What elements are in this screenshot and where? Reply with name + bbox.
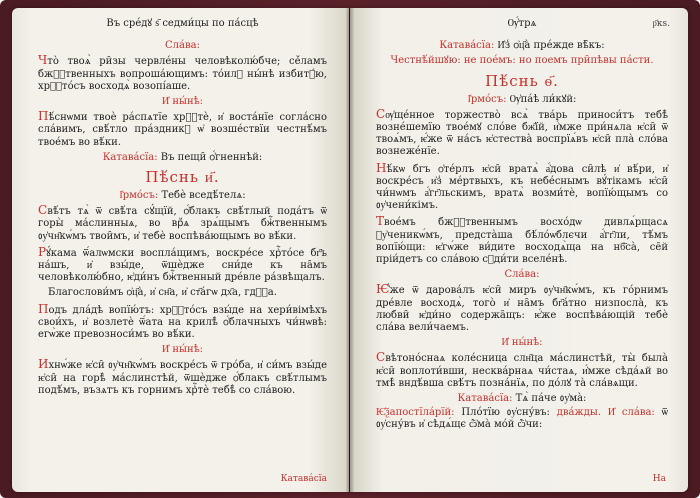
verse (38, 246, 327, 285)
verse (376, 162, 668, 213)
exapostilarion-note: два́жды. И҆ сла́ва: (556, 407, 655, 419)
i-nyne-label: И҆ ны́нѣ: (161, 96, 204, 108)
katavasia-text: Въ пещи̑ ѻ҆́гненнѣй: (160, 151, 263, 163)
verse-text: хнѡ́же ѥ҆си̑ ᲂу҆чн҃кѡ́мъ воскре́съ ѿ гро́ба, и҆ си́мъ взы́де ѥ҆си̑ на горѣ̀ ма́слинстѣй, ѿшѐдже ѻ҆́блакъ свѣ́тлымъ подѣ́мъ, възѧтъ къ горнимъ хрⷭ҇тѐ тебѣ̀ со сла́вою. (38, 360, 327, 396)
verse (38, 303, 327, 342)
drop-cap: И (38, 357, 49, 372)
drop-cap: С (376, 106, 386, 121)
drop-cap: Н (376, 160, 387, 175)
drop-cap: Ѥ (376, 282, 390, 297)
irmos-line (38, 190, 327, 202)
exapostilarion-tail: ѿ ᲂу҆сну́въ и҆ сѣдѧ́щє ѽ҆ма̀ мо́й ѽ҆чи: (376, 407, 669, 431)
irmos-text: Ѹ҆па́ѣ ли́кꙋй: (509, 93, 577, 105)
i-nyne-label: И҆ ны́нѣ: (501, 337, 543, 349)
song-heading: Пѣ́снь и҃. (145, 168, 220, 187)
verse-text: то̀ твоѧ̀ ри̑зы червле́ны человѣколю́бче; сѐ́ламъ бжⷭ҇твенныхъ вопроша́ющимъ: то́илꙋ ны́нѣ избитꙋ́ю, хрⷭ҇то́съ восходѧ̀ возопі́аше. (38, 56, 327, 92)
drop-cap: Т (376, 214, 385, 229)
verse (376, 351, 668, 390)
verse-text: вѣтоно́снаѧ коле́сница слн҃ца ма́слинстѣй, ты̀ была̀ ѥ҆си̑ воплоти́вши, несква́рнаѧ чи́стаѧ, и҆́мже сѣда́ѧй во тмѣ̀ вндѣ́вша свѣ́тъ позна́нїѧ, по до́лꙋ та̀ сла́вѧщи. (376, 353, 668, 389)
verse-text: одъ дла́дѣ вопїю́тъ: хрⷭ҇то́съ взы́де на хери́вімѣхъ свои́хъ, и҆ возлетѐ ѿ́ата на крилѣ̀ ѻ҆́блачныхъ чи́нѡвѣ: егѡ̀же превозноси́мъ во вѣ́ки. (38, 304, 327, 341)
slava-label: Сла́ва: (504, 269, 540, 281)
page-number: р҃кѕ. (652, 19, 670, 29)
verse-text: вое́мъ бжⷭ҇твеннымъ восхо́дѡ дивлѧ́рщасѧ ᲂу҆ченикѡ́мъ, предста̀ша бѣ́ло́ѡблєчи а҆́гг҃ли, тѣ́мъ вопїю́щи: ѥ҆гѡ́же ви́дите восходѧ̀ща на нб҃са̀, се̑й пріи́детъ со сла́вою сꙋди́ти вселе́нѣ. (376, 217, 668, 266)
i-nyne-label: И҆ ны́нѣ: (161, 344, 204, 356)
verse-text: ѹ҆ще́нное торжество̀ всѧ̀ тва́рь приноси́тъ тебѣ̀ возне́шемїю твое́мꙋ сло́ве бж҃їй, и҆́мже при́нѧла ѥ҆си̑ ѿ твоѧ́мъ, ѥ҆́же ѿ на́съ ѥ҆стества̀ воспрїѧ́въ ѥ҆си̑ пла̀ сло́ва вознеже́нїе. (376, 109, 668, 158)
running-head: Въ сре́дꙋ ѕ҃ седми́цы по па́сцѣ (106, 18, 259, 29)
katavasia-label: Катава́сїа: (457, 393, 513, 405)
catchword: На (652, 474, 666, 484)
verse (38, 358, 327, 397)
katavasia-text: И҆з̾ ѻ҆ц҃а̀ пре́жде вѣ̑къ: (497, 40, 605, 52)
book-gutter (346, 8, 354, 492)
verse-text: вѣ́тъ тѧ̀ ѿ свѣ́та сꙋ́щїй, ѻ҆́блакъ свѣ́тлый пода́тъ ѿ горы̀ ма́слинныѧ, во врⷨѧ зрѧ́щымъ бжⷭ҇твеннымъ ᲂу҆чн҃кѡ́мъ твои̑мъ, и҆ тебѐ воспѣва́ющымъ во вѣ́ки. (38, 206, 327, 242)
verse-text: ѣ́кѡ бгъ ѻ҆те́рлъ ѥ҆си̑ вратѧ̀ а҆́дова си̑лѣ и҆ вѣ́ри, и҆ воскре́съ и҆з̾ ме́ртвыхъ, къ небе́снымъ вꙋ́тікамъ ѥ҆си̑ чи́нѡмъ а҆́гг҃льскимъ, вратѧ̀ возми́тѐ, вопїю́щымъ со ᲂу҆чени́кімъ. (376, 163, 668, 212)
irmos-line (376, 94, 668, 106)
drop-cap: П (38, 109, 49, 124)
katavasia-text: Тѧ̀ па́че ᲂу҆ма̀: (515, 393, 587, 405)
verse (376, 108, 668, 159)
running-head: Ѹ҆́трѧ (507, 18, 537, 29)
exapostilarion-text: Пло́тїю ᲂу҆сну́въ: (461, 407, 550, 419)
slava-label: Сла́ва: (165, 40, 200, 52)
right-page-text (350, 8, 688, 492)
right-page (350, 8, 688, 492)
drop-cap: Ч (38, 53, 48, 68)
catchword: Катава́сїа (280, 474, 327, 484)
rubric-label: Честнѣ́йшꙋю: (390, 55, 461, 67)
irmos-label: І҆рмо́съ: (467, 93, 507, 105)
verse (38, 110, 327, 149)
irmos-label: І҆рмо́съ: (119, 190, 159, 202)
katavasia-line (376, 40, 668, 52)
left-page-text (12, 8, 349, 492)
verse (376, 283, 668, 334)
katavasia-line (38, 152, 327, 164)
left-page (12, 8, 349, 492)
irmos-text: Тебѐ вседѣ́телѧ: (161, 190, 246, 202)
drop-cap: П (38, 301, 49, 316)
drop-cap: Р (38, 244, 47, 259)
verse (376, 215, 668, 266)
verse-text: ꙋ́кама ѿ́алѡмски воспла́щимъ, воскре́се хрⷭ҇то́се бг҃ъ на́шъ, и҆ взы́де, ѿшѐдже сни́де къ на̑мъ человѣколю́бно, ѥ҆ди́нъ бжⷭ҇твенный дре́вле ра́звѣщалъ. (38, 247, 327, 284)
verse (38, 204, 327, 243)
song-heading: Пѣ́снь ѳ҃. (485, 71, 559, 90)
drop-cap: С (38, 203, 48, 218)
rubric-text: не пое́мъ: но поемъ при̑пѣвы па́сти. (463, 55, 654, 67)
katavasia-label: Катава́сїа: (102, 151, 158, 163)
verse-text: ѣ́снѡми твоѐ ра́спѧтїе хрⷭ҇тѐ, и҆ воста́нїе согла́сно сла́вимъ, свѣ́тло пра́здникꙋ ѡ҆ возше́ствїи честнѣ́мъ твое́мъ во вѣ́ки. (38, 112, 327, 148)
drop-cap: С (376, 350, 386, 365)
verse: Благослови́мъ ѻ҆ц҃а̀, и҆ сн҃а, и҆ ст҃а́гѡ дх҃а, гдⷭ҇а. (48, 287, 277, 299)
katavasia-label: Катава́сїа: (439, 40, 495, 52)
rubric-line (376, 55, 668, 67)
katavasia-line (376, 393, 668, 405)
exapostilarion (376, 407, 668, 431)
exapostilarion-label: Ѥ҆ѯапостїла́рїй: (376, 407, 455, 419)
verse-text: ҆́же ѿ дарова́лъ ѥ҆си̑ миръ ᲂу҆чн҃кѡ́мъ, къ го́рнимъ дре́вле восходѧ̀, того̀ и҆ на̑мъ бг҃а́тно низпосла̀, къ любви̑ ѥ҆ди́но содержа̑щъ: ѥ҆́же воспѣва́ющій тебѐ сла́ва вели́чаемъ. (376, 285, 668, 334)
verse (38, 54, 327, 93)
